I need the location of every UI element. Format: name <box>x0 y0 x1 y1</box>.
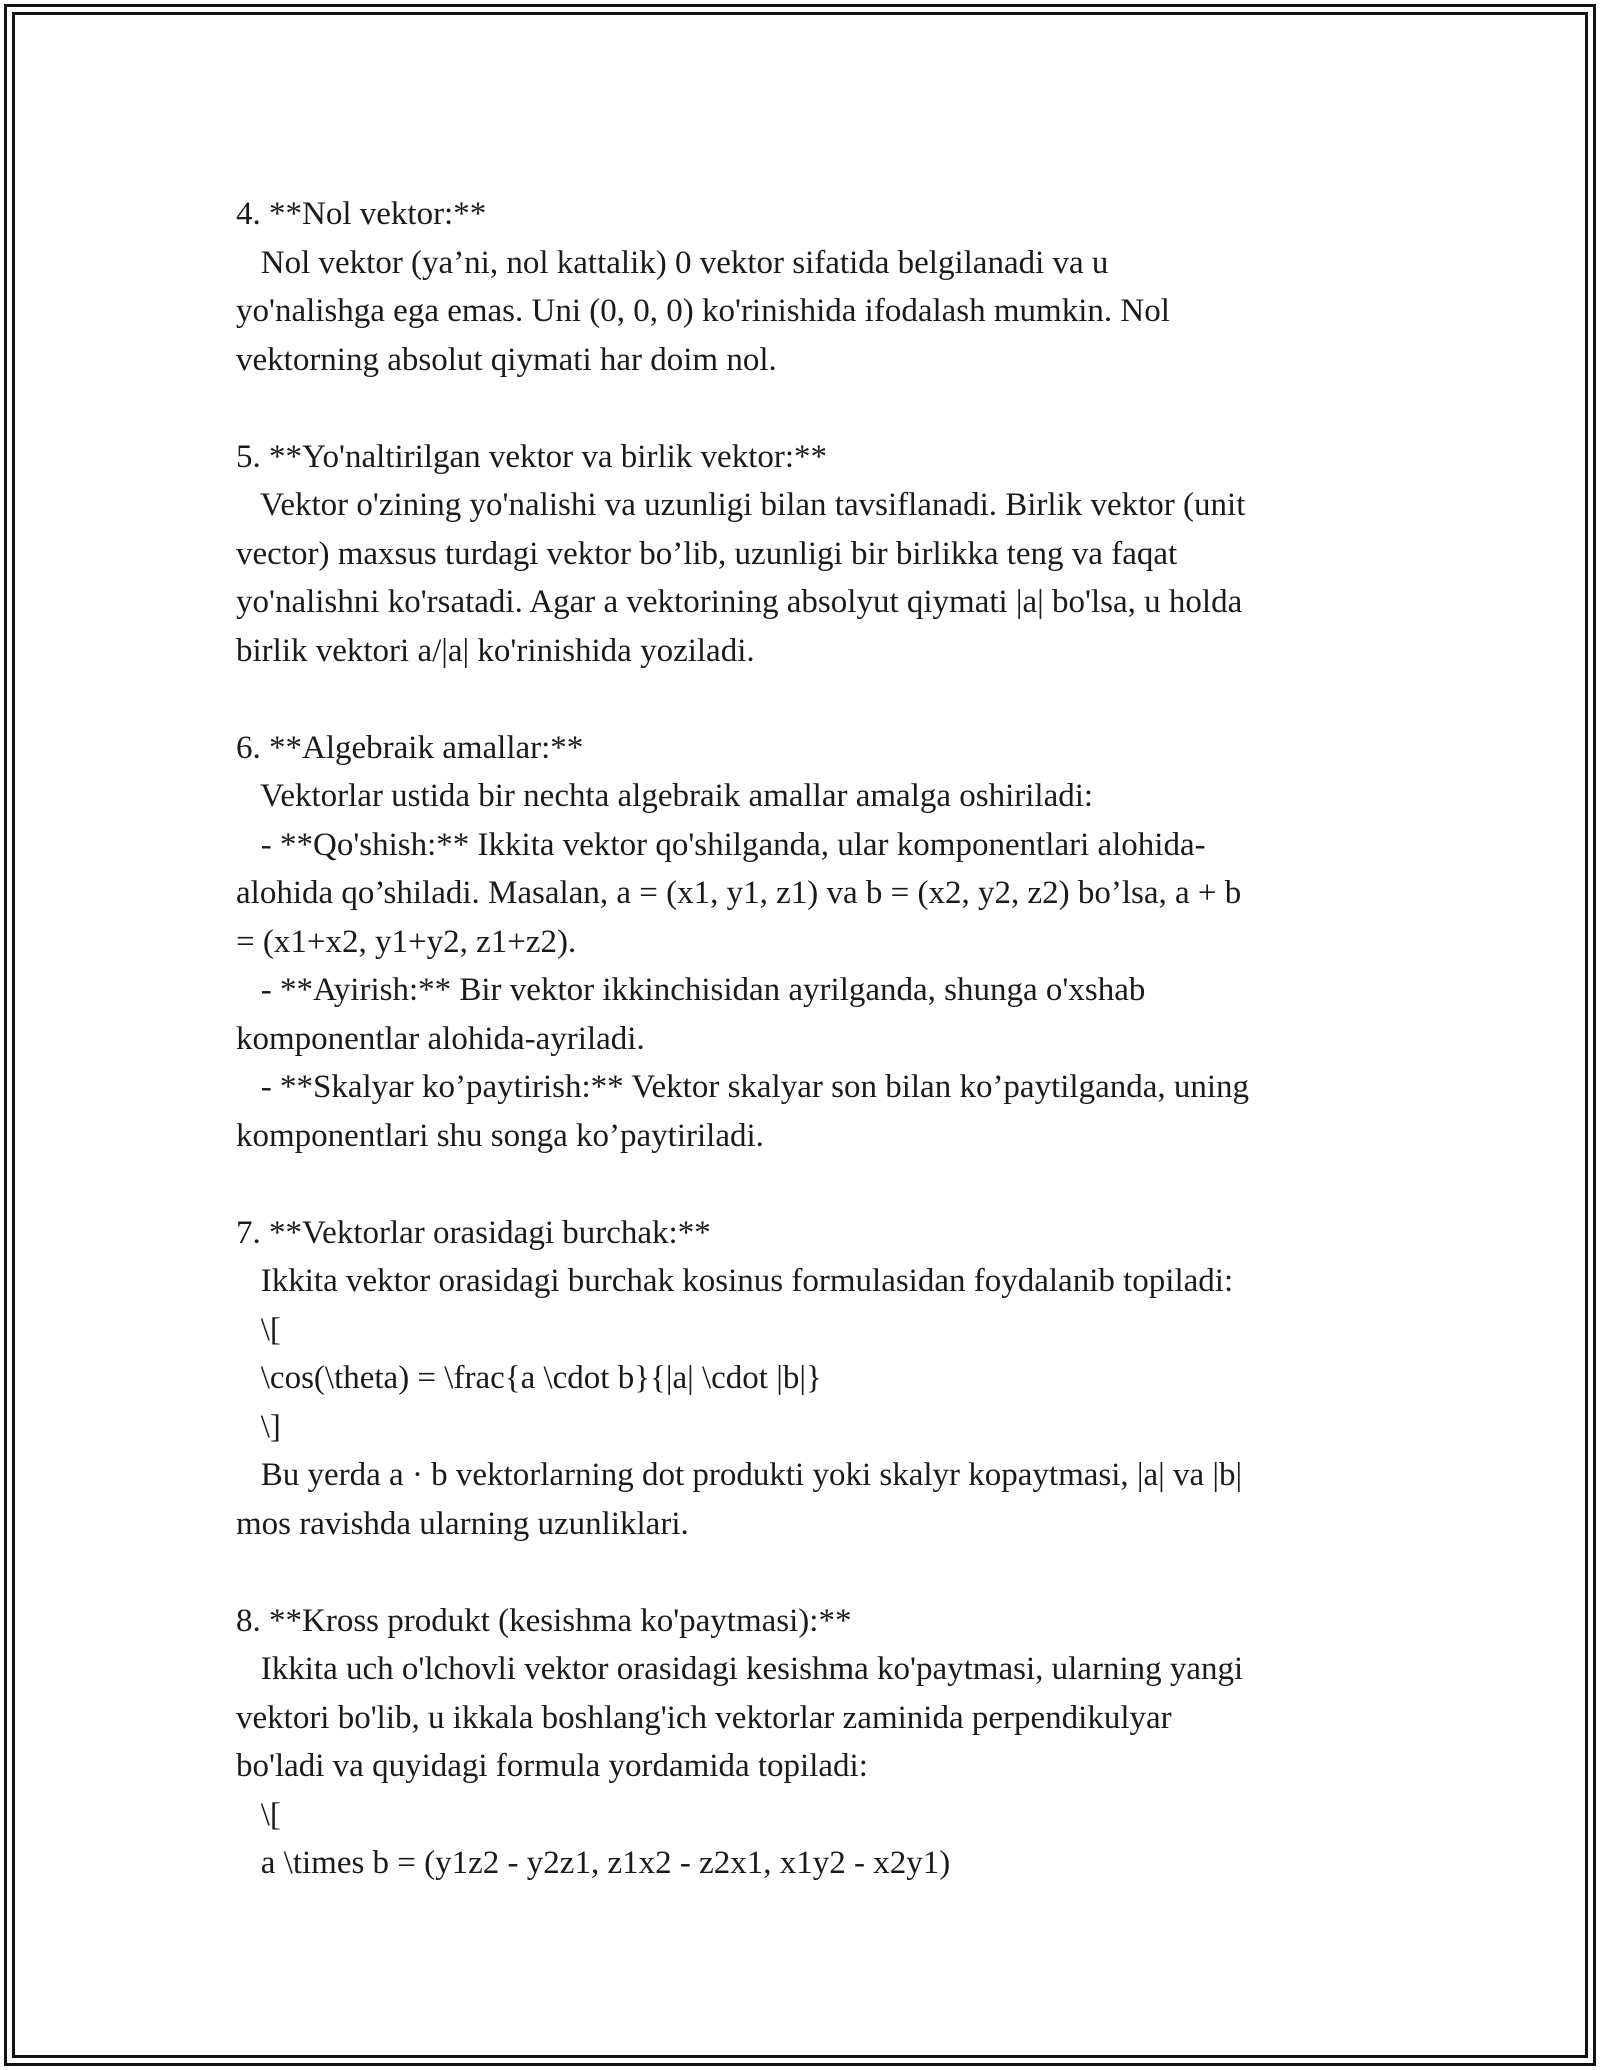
formula-line: \cos(\theta) = \frac{a \cdot b}{|a| \cdot |b|} <box>236 1360 822 1396</box>
section-burchak <box>236 1209 1376 1549</box>
section-kross-produkt <box>236 1597 1376 1888</box>
section-spacer <box>236 1160 1376 1209</box>
section-nol-vektor <box>236 190 1376 384</box>
text-line: Vektor o'zining yo'nalishi va uzunligi bilan tavsiflanadi. Birlik vektor (unit <box>236 487 1246 523</box>
section-birlik-vektor <box>236 433 1376 676</box>
section-spacer <box>236 675 1376 724</box>
text-line: Ikkita vektor orasidagi burchak kosinus formulasidan foydalanib topiladi: <box>236 1263 1234 1299</box>
section-heading: 8. **Kross produkt (kesishma ko'paytmasi):** <box>236 1602 852 1639</box>
text-line: yo'nalishga ega emas. Uni (0, 0, 0) ko'rinishida ifodalash mumkin. Nol <box>236 293 1170 329</box>
text-line: komponentlari shu songa ko’paytiriladi. <box>236 1117 764 1154</box>
formula-open: \[ <box>236 1796 281 1833</box>
text-line: mos ravishda ularning uzunliklari. <box>236 1505 689 1542</box>
document-body <box>236 190 1376 1888</box>
section-heading: 5. **Yo'naltirilgan vektor va birlik vektor:** <box>236 438 828 475</box>
list-item-ayirish: - **Ayirish:** Bir vektor ikkinchisidan ayrilganda, shunga o'xshab <box>236 972 1146 1008</box>
text-line: = (x1+x2, y1+y2, z1+z2). <box>236 923 577 960</box>
section-spacer <box>236 384 1376 433</box>
text-line: Ikkita uch o'lchovli vektor orasidagi kesishma ko'paytmasi, ularning yangi <box>236 1651 1244 1687</box>
text-line: vektorning absolut qiymati har doim nol. <box>236 341 777 378</box>
formula-line: a \times b = (y1z2 - y2z1, z1x2 - z2x1, x1y2 - x2y1) <box>236 1845 951 1881</box>
section-heading: 4. **Nol vektor:** <box>236 196 487 232</box>
text-line: Vektorlar ustida bir nechta algebraik amallar amalga oshiriladi: <box>236 778 1094 814</box>
text-line: alohida qo’shiladi. Masalan, a = (x1, y1, z1) va b = (x2, y2, z2) bo’lsa, a + b <box>236 875 1242 911</box>
text-line: vektori bo'lib, u ikkala boshlang'ich vektorlar zaminida perpendikulyar <box>236 1699 1172 1736</box>
formula-open: \[ <box>236 1311 281 1348</box>
text-line: vector) maxsus turdagi vektor bo’lib, uzunligi bir birlikka teng va faqat <box>236 535 1178 572</box>
section-heading: 6. **Algebraik amallar:** <box>236 729 584 766</box>
text-line: birlik vektori a/|a| ko'rinishida yoziladi. <box>236 632 755 669</box>
text-line: Nol vektor (ya’ni, nol kattalik) 0 vektor sifatida belgilanadi va u <box>236 244 1109 281</box>
section-algebraik-amallar <box>236 724 1376 1161</box>
section-spacer <box>236 1548 1376 1597</box>
text-line: Bu yerda a · b vektorlarning dot produkti yoki skalyr kopaytmasi, |a| va |b| <box>236 1457 1243 1493</box>
text-line: komponentlar alohida-ayriladi. <box>236 1020 645 1057</box>
list-item-skalyar: - **Skalyar ko’paytirish:** Vektor skalyar son bilan ko’paytilganda, uning <box>236 1069 1250 1105</box>
formula-close: \] <box>236 1408 281 1445</box>
section-heading: 7. **Vektorlar orasidagi burchak:** <box>236 1214 711 1251</box>
list-item-qoshish: - **Qo'shish:** Ikkita vektor qo'shilganda, ular komponentlari alohida- <box>236 826 1206 863</box>
text-line: yo'nalishni ko'rsatadi. Agar a vektorining absolyut qiymati |a| bo'lsa, u holda <box>236 584 1243 620</box>
text-line: bo'ladi va quyidagi formula yordamida topiladi: <box>236 1748 868 1784</box>
